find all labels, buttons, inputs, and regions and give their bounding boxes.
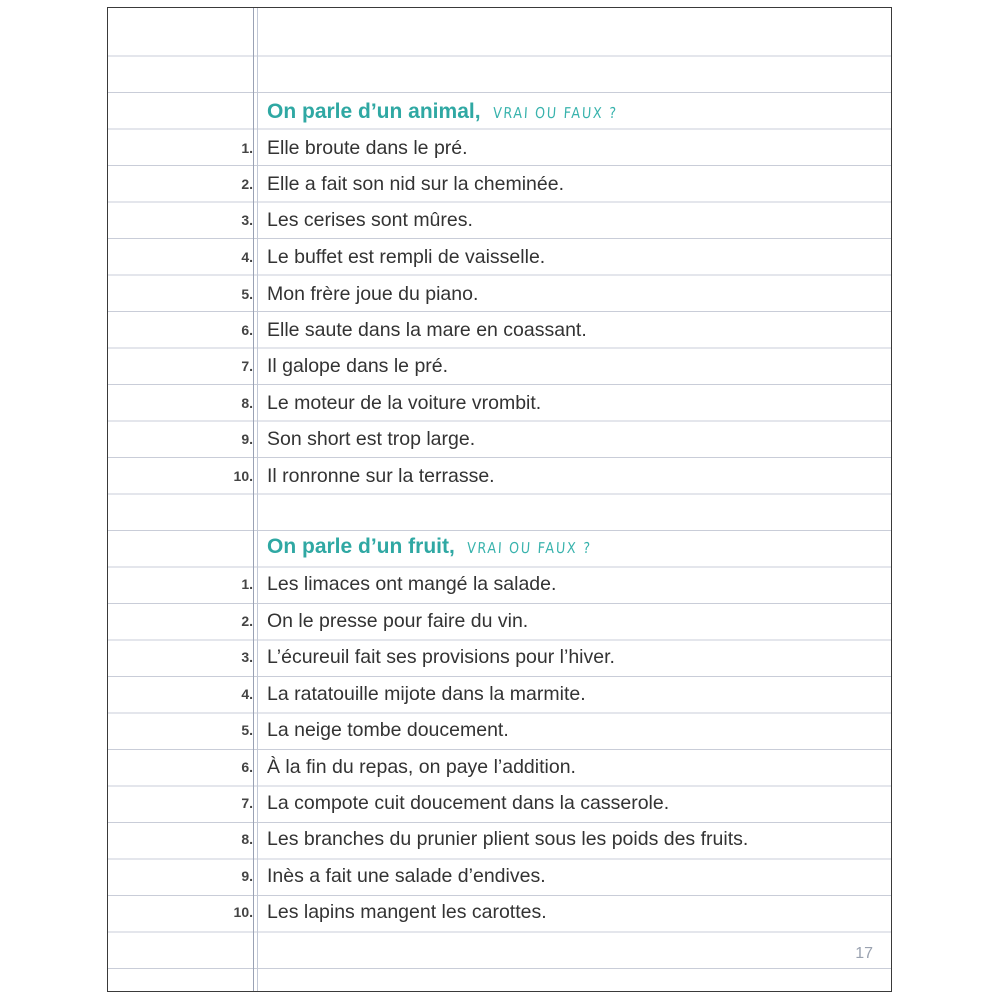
list-item <box>108 858 888 894</box>
item-number: 7. <box>241 795 253 811</box>
item-number: 3. <box>241 212 253 228</box>
list-item <box>108 821 888 857</box>
item-text: Le moteur de la voiture vrombit. <box>267 391 542 414</box>
section-fruit-heading <box>267 535 613 565</box>
section-subtitle: VRAI OU FAUX ? <box>492 104 618 122</box>
item-number: 10. <box>233 468 253 484</box>
item-text: Le buffet est rempli de vaisselle. <box>267 245 546 268</box>
item-number: 8. <box>241 831 253 847</box>
item-number: 1. <box>241 140 253 156</box>
item-text: On le presse pour faire du vin. <box>267 609 529 632</box>
item-number: 3. <box>241 649 253 665</box>
list-item <box>108 566 888 602</box>
list-item <box>108 785 888 821</box>
list-item <box>108 749 888 785</box>
item-text: Les limaces ont mangé la salade. <box>267 572 557 595</box>
item-text: Mon frère joue du piano. <box>267 282 479 305</box>
item-text: Elle saute dans la mare en coassant. <box>267 318 587 341</box>
list-item <box>108 239 888 275</box>
item-text: Elle broute dans le pré. <box>267 136 468 159</box>
item-number: 5. <box>241 286 253 302</box>
section-animal-heading <box>267 100 639 130</box>
item-number: 4. <box>241 249 253 265</box>
notebook-page <box>107 7 892 992</box>
item-number: 6. <box>241 759 253 775</box>
item-text: Son short est trop large. <box>267 427 476 450</box>
section-subtitle: VRAI OU FAUX ? <box>466 539 592 557</box>
item-number: 7. <box>241 358 253 374</box>
item-number: 5. <box>241 722 253 738</box>
item-text: La neige tombe doucement. <box>267 718 509 741</box>
item-text: Les lapins mangent les carottes. <box>267 900 547 923</box>
item-text: La compote cuit doucement dans la casserole. <box>267 791 670 814</box>
item-number: 1. <box>241 576 253 592</box>
item-text: Inès a fait une salade d’endives. <box>267 864 546 887</box>
item-text: Les branches du prunier plient sous les poids des fruits. <box>267 827 749 850</box>
item-number: 2. <box>241 176 253 192</box>
item-number: 8. <box>241 395 253 411</box>
list-item <box>108 312 888 348</box>
list-item <box>108 130 888 166</box>
item-number: 10. <box>233 904 253 920</box>
item-number: 9. <box>241 868 253 884</box>
list-item <box>108 421 888 457</box>
section-title: On parle d’un animal, <box>267 100 481 123</box>
list-item <box>108 639 888 675</box>
page-number: 17 <box>855 945 873 962</box>
list-item <box>108 603 888 639</box>
list-item <box>108 348 888 384</box>
list-item <box>108 166 888 202</box>
list-item <box>108 202 888 238</box>
item-number: 2. <box>241 613 253 629</box>
item-number: 4. <box>241 686 253 702</box>
list-item <box>108 676 888 712</box>
item-number: 6. <box>241 322 253 338</box>
item-text: Les cerises sont mûres. <box>267 208 473 231</box>
item-text: À la fin du repas, on paye l’addition. <box>267 755 576 778</box>
item-text: Elle a fait son nid sur la cheminée. <box>267 172 564 195</box>
list-item <box>108 712 888 748</box>
item-text: L’écureuil fait ses provisions pour l’hiver. <box>267 645 615 668</box>
list-item <box>108 894 888 930</box>
item-text: Il ronronne sur la terrasse. <box>267 464 495 487</box>
item-number: 9. <box>241 431 253 447</box>
section-title: On parle d’un fruit, <box>267 535 455 558</box>
list-item <box>108 385 888 421</box>
list-item <box>108 458 888 494</box>
item-text: Il galope dans le pré. <box>267 354 449 377</box>
item-text: La ratatouille mijote dans la marmite. <box>267 682 586 705</box>
list-item <box>108 276 888 312</box>
